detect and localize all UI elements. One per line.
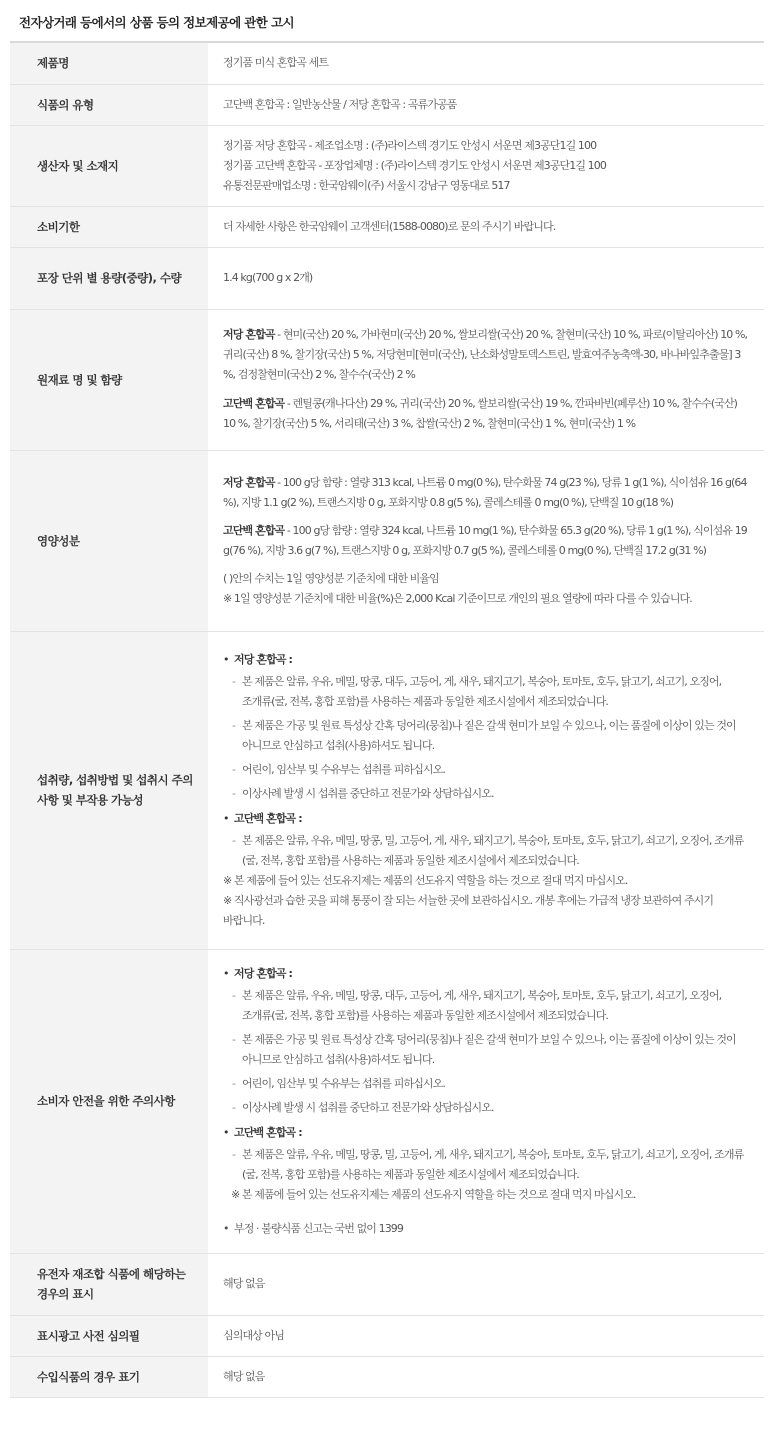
row-label: 포장 단위 별 용량(중량), 수량 — [10, 247, 208, 309]
row-value — [208, 949, 764, 1253]
row-label: 제품명 — [10, 43, 208, 84]
section-title: • 저당 혼합곡 : — [223, 650, 750, 670]
table-row-gmo — [10, 1253, 764, 1315]
section-text: - 100 g당 함량 : 열량 313 kcal, 나트륨 0 mg(0 %), 탄수화물 74 g(23 %), 당류 1 g(1 %), 식이섬유 16 g(64 %), 지방 1.1 g(2 %), 트랜스지방 0 g, 포화지방 0.8 g(5 %), 콜레스테롤 0 mg(0 %), 단백질 10 g(18 %) — [223, 475, 747, 509]
table-row-product-name — [10, 43, 764, 84]
table-row-ingredients — [10, 309, 764, 450]
producer-line: 정기품 저당 혼합곡 - 제조업소명 : (주)라이스텍 경기도 안성시 서운면 제3공단1길 100 — [223, 138, 597, 152]
producer-line: 정기품 고단백 혼합곡 - 포장업체명 : (주)라이스텍 경기도 안성시 서운면 제3공단1길 100 — [223, 158, 606, 172]
row-label: 식품의 유형 — [10, 84, 208, 125]
section-title: 저당 혼합곡 — [223, 475, 275, 489]
section-title: • 고단백 혼합곡 : — [223, 809, 750, 829]
table-row-intake — [10, 631, 764, 949]
row-label: 유전자 재조합 식품에 해당하는 경우의 표시 — [10, 1253, 208, 1315]
info-table — [10, 43, 764, 1398]
section-title: • 저당 혼합곡 : — [223, 964, 750, 984]
report-notice: • 부정 · 불량식품 신고는 국번 없이 1399 — [223, 1219, 750, 1239]
page-title: 전자상거래 등에서의 상품 등의 정보제공에 관한 고시 — [19, 15, 294, 30]
section-title: • 고단백 혼합곡 : — [223, 1123, 750, 1143]
row-value: 고단백 혼합곡 : 일반농산물 / 저당 혼합곡 : 곡류가공품 — [208, 84, 764, 125]
list-item: - 본 제품은 가공 및 원료 특성상 간혹 덩어리(뭉침)나 짙은 갈색 현미가 보일 수 있으나, 이는 품질에 이상이 있는 것이 아니므로 안심하고 섭취(사용)하셔도 됩니다. — [223, 716, 750, 756]
row-value: 1.4 kg(700 g x 2개) — [208, 247, 764, 309]
section-title: 저당 혼합곡 — [223, 328, 275, 341]
list-item: - 본 제품은 알류, 우유, 메밀, 땅콩, 밀, 고등어, 게, 새우, 돼지고기, 복숭아, 토마토, 호두, 닭고기, 쇠고기, 오징어, 조개류(굴, 전복, 홍합 포함)를 사용하는 제품과 동일한 제조시설에서 제조되었습니다. — [223, 1145, 750, 1185]
table-row-nutrition — [10, 450, 764, 631]
intake-note: ※ 직사광선과 습한 곳을 피해 통풍이 잘 되는 서늘한 곳에 보관하십시오. 개봉 후에는 가급적 냉장 보관하여 주시기 바랍니다. — [223, 893, 714, 927]
list-item: - 이상사례 발생 시 섭취를 중단하고 전문가와 상담하십시오. — [223, 1098, 750, 1118]
table-row-imported — [10, 1356, 764, 1397]
row-value: 심의대상 아님 — [208, 1315, 764, 1356]
row-label: 섭취량, 섭취방법 및 섭취시 주의사항 및 부작용 가능성 — [10, 631, 208, 949]
list-item: - 본 제품은 알류, 우유, 메밀, 땅콩, 대두, 고등어, 게, 새우, 돼지고기, 복숭아, 토마토, 호두, 닭고기, 쇠고기, 오징어, 조개류(굴, 전복, 홍합 포함)를 사용하는 제품과 동일한 제조시설에서 제조되었습니다. — [223, 986, 750, 1026]
nutrition-note: ( )안의 수치는 1일 영양성분 기준치에 대한 비율임 — [223, 571, 439, 585]
table-row-expiry — [10, 206, 764, 247]
row-label: 표시광고 사전 심의필 — [10, 1315, 208, 1356]
table-row-producer — [10, 125, 764, 206]
row-label: 수입식품의 경우 표기 — [10, 1356, 208, 1397]
section-text: - 현미(국산) 20 %, 가바현미(국산) 20 %, 쌀보리쌀(국산) 20 %, 찰현미(국산) 10 %, 파로(이탈리아산) 10 %, 귀리(국산) 8 %, 찰기장(국산) 5 %, 저당현미[현미(국산), 난소화성말토덱스트린, 발효여주농축액-30, 바나바잎추출물] 3 %, 검정찰현미(국산) 2 %, 찰수수(국산) 2 % — [223, 328, 748, 381]
row-value — [208, 631, 764, 949]
row-label: 소비자 안전을 위한 주의사항 — [10, 949, 208, 1253]
list-item: - 어린이, 임산부 및 수유부는 섭취를 피하십시오. — [223, 1074, 750, 1094]
row-label: 소비기한 — [10, 206, 208, 247]
row-label: 생산자 및 소재지 — [10, 125, 208, 206]
section-title: 고단백 혼합곡 — [223, 397, 285, 410]
table-row-food-type — [10, 84, 764, 125]
row-label: 원재료 명 및 함량 — [10, 309, 208, 450]
intake-note: ※ 본 제품에 들어 있는 선도유지제는 제품의 선도유지 역할을 하는 것으로 절대 먹지 마십시오. — [223, 873, 628, 887]
nutrition-note: ※ 1일 영양성분 기준치에 대한 비율(%)은 2,000 Kcal 기준이므로 개인의 필요 열량에 따라 다를 수 있습니다. — [223, 591, 692, 605]
list-item: - 이상사례 발생 시 섭취를 중단하고 전문가와 상담하십시오. — [223, 784, 750, 804]
nutrition-low-sugar — [223, 473, 750, 513]
row-value — [208, 450, 764, 631]
row-value: 해당 없음 — [208, 1356, 764, 1397]
ingredients-low-sugar — [223, 325, 750, 385]
list-item: - 본 제품은 알류, 우유, 메밀, 땅콩, 밀, 고등어, 게, 새우, 돼지고기, 복숭아, 토마토, 호두, 닭고기, 쇠고기, 오징어, 조개류(굴, 전복, 홍합 포함)를 사용하는 제품과 동일한 제조시설에서 제조되었습니다. — [223, 831, 750, 871]
table-row-ad-review — [10, 1315, 764, 1356]
row-value: 정기품 미식 혼합곡 세트 — [208, 43, 764, 84]
producer-line: 유통전문판매업소명 : 한국암웨이(주) 서울시 강남구 영동대로 517 — [223, 178, 510, 192]
ingredients-high-protein — [223, 394, 750, 434]
section-text: - 100 g당 함량 : 열량 324 kcal, 나트륨 10 mg(1 %), 탄수화물 65.3 g(20 %), 당류 1 g(1 %), 식이섬유 19 g(76 %), 지방 3.6 g(7 %), 트랜스지방 0 g, 포화지방 0.7 g(5 %), 콜레스테롤 0 mg(0 %), 단백질 17.2 g(31 %) — [223, 523, 747, 557]
list-item: - 본 제품은 가공 및 원료 특성상 간혹 덩어리(뭉침)나 짙은 갈색 현미가 보일 수 있으나, 이는 품질에 이상이 있는 것이 아니므로 안심하고 섭취(사용)하셔도 됩니다. — [223, 1030, 750, 1070]
safety-note: ※ 본 제품에 들어 있는 선도유지제는 제품의 선도유지 역할을 하는 것으로 절대 먹지 마십시오. — [231, 1187, 636, 1201]
row-label: 영양성분 — [10, 450, 208, 631]
row-value: 해당 없음 — [208, 1253, 764, 1315]
list-item: - 어린이, 임산부 및 수유부는 섭취를 피하십시오. — [223, 760, 750, 780]
table-row-capacity — [10, 247, 764, 309]
section-title: 고단백 혼합곡 — [223, 523, 285, 537]
list-item: - 본 제품은 알류, 우유, 메밀, 땅콩, 대두, 고등어, 게, 새우, 돼지고기, 복숭아, 토마토, 호두, 닭고기, 쇠고기, 오징어, 조개류(굴, 전복, 홍합 포함)를 사용하는 제품과 동일한 제조시설에서 제조되었습니다. — [223, 672, 750, 712]
row-value — [208, 125, 764, 206]
table-row-safety — [10, 949, 764, 1253]
section-text: - 렌틸콩(캐나다산) 29 %, 귀리(국산) 20 %, 쌀보리쌀(국산) 19 %, 깐파바빈(페루산) 10 %, 찰수수(국산) 10 %, 찰기장(국산) 5 %, 서리태(국산) 3 %, 찹쌀(국산) 2 %, 찰현미(국산) 1 %, 현미(국산) 1 % — [223, 397, 738, 430]
row-value — [208, 309, 764, 450]
nutrition-high-protein — [223, 521, 750, 561]
row-value: 더 자세한 사항은 한국암웨이 고객센터(1588-0080)로 문의 주시기 바랍니다. — [208, 206, 764, 247]
